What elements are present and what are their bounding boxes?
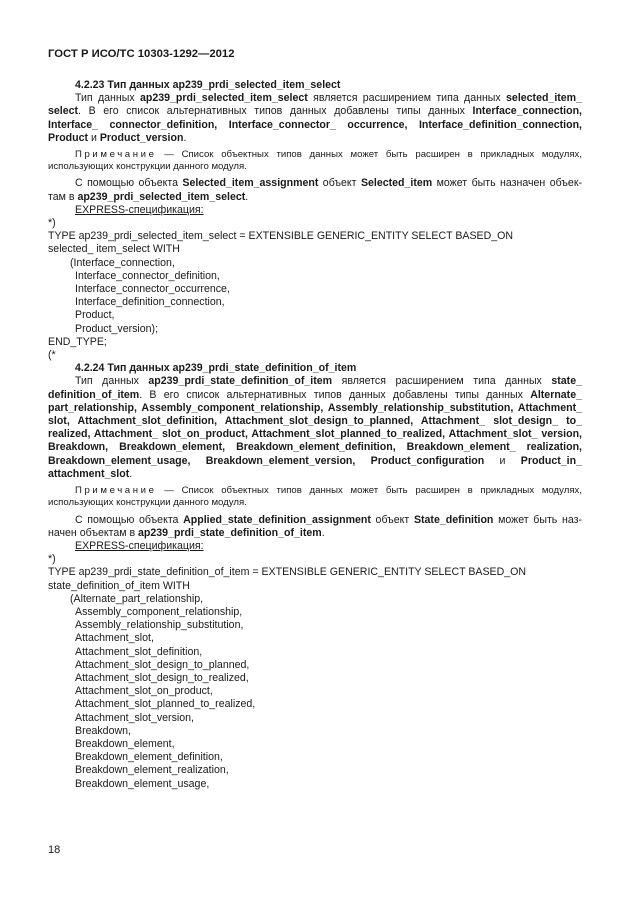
document-body <box>48 79 582 791</box>
note <box>48 485 582 509</box>
code-line: Product_version); <box>75 322 159 335</box>
section-paragraph <box>48 514 582 540</box>
code-line: TYPE ap239_prdi_state_definition_of_item = EXTENSIBLE GENERIC_ENTITY SELECT BASED_ON <box>48 566 527 579</box>
code-line: (* <box>48 349 56 362</box>
type-list: Alternate_ part_relationship, Assembly_component_relationship, Assembly_relationship_substitution, Attachment_ slot, Attachment_slot_definition, Attachment_slot_design_to_planned, Attachment_ slot_design_ to_ realized, Attachment_ slot_on_product, Attachment_slot_planned_to_realized, Attachment_slot_ version, Breakdown, Breakdown_element, Breakdown_element_definition, Breakdown_element_ realization, Breakdown_element_usage, Breakdown_element_version, Product_configuration <box>48 388 582 467</box>
note-text: — Список объектных типов данных может быть расширен в прикладных модулях, использующих конструкции данного модуля. <box>48 149 582 173</box>
entity-name: Selected_item <box>360 177 433 190</box>
code-line: Breakdown_element, <box>75 737 175 750</box>
text-run: . <box>183 131 187 144</box>
code-line: state_definition_of_item WITH <box>48 579 190 592</box>
section-heading-4-2-24: 4.2.24 Тип данных ap239_prdi_state_definition_of_item <box>75 362 357 375</box>
code-line: Assembly_relationship_substitution, <box>75 619 244 632</box>
note-text: — Список объектных типов данных может быть расширен в прикладных модулях, использующих конструкции данного модуля. <box>48 485 582 509</box>
text-run: . <box>245 190 249 203</box>
text-run: и <box>484 454 521 467</box>
text-run: . <box>321 526 325 539</box>
code-line: *) <box>48 217 56 230</box>
note-label: Примечание <box>75 149 157 161</box>
code-line: Interface_connector_occurrence, <box>75 283 230 296</box>
code-line: Attachment_slot_on_product, <box>75 685 213 698</box>
code-line: Product, <box>75 309 115 322</box>
text-run: Тип данных <box>75 92 140 105</box>
code-line: Interface_connector_definition, <box>75 269 220 282</box>
code-line: Breakdown, <box>75 724 131 737</box>
section-paragraph <box>48 177 582 203</box>
code-line: Attachment_slot_version, <box>75 711 194 724</box>
section-paragraph <box>48 375 582 481</box>
text-run: . В его список альтернативных типов данных добавлены типы данных <box>78 105 473 118</box>
entity-name: Selected_item_assignment <box>182 177 319 190</box>
code-line: Assembly_component_relationship, <box>75 605 243 618</box>
type-name: Product_version <box>99 131 184 144</box>
code-line: END_TYPE; <box>48 335 107 348</box>
code-line: TYPE ap239_prdi_selected_item_select = EXTENSIBLE GENERIC_ENTITY SELECT BASED_ON <box>48 230 514 243</box>
code-line: selected_ item_select WITH <box>48 243 180 256</box>
text-run: объект <box>318 177 361 190</box>
code-line: Breakdown_element_realization, <box>75 764 229 777</box>
type-name: Product_in_ attachment_slot <box>48 454 582 480</box>
type-name: state_ definition_of_item <box>48 375 582 401</box>
code-line: Attachment_slot_definition, <box>75 645 203 658</box>
code-line: Attachment_slot_design_to_realized, <box>75 671 249 684</box>
code-line: Breakdown_element_usage, <box>75 777 210 790</box>
code-line: Breakdown_element_definition, <box>75 751 223 764</box>
entity-name: Applied_state_definition_assignment <box>183 513 371 526</box>
entity-name: State_definition <box>413 513 494 526</box>
text-run: может быть наз-начен объектам в <box>48 513 582 539</box>
type-name: ap239_prdi_state_definition_of_item <box>138 526 322 539</box>
text-run: и <box>88 131 100 144</box>
code-line: Attachment_slot_design_to_planned, <box>75 658 250 671</box>
code-line: Interface_definition_connection, <box>75 296 225 309</box>
document-header: ГОСТ Р ИСО/ТС 10303-1292—2012 <box>48 48 235 60</box>
text-run: может быть назначен объек-там в <box>48 177 582 203</box>
note-label: Примечание <box>75 485 157 497</box>
express-code-block <box>48 553 582 791</box>
type-name: ap239_prdi_state_definition_of_item <box>148 375 333 388</box>
text-run: . В его список альтернативных типов данных добавлены типы данных <box>139 388 531 401</box>
text-run: . <box>129 467 133 480</box>
type-name: ap239_prdi_selected_item_select <box>77 190 246 203</box>
text-run: является расширением типа данных <box>307 92 507 105</box>
type-name: selected_item_ select <box>48 92 582 118</box>
note <box>48 149 582 173</box>
section-heading-4-2-23: 4.2.23 Тип данных ap239_prdi_selected_item_select <box>75 79 341 91</box>
text-run: С помощью объекта <box>75 177 183 190</box>
code-line: *) <box>48 553 56 566</box>
text-run: С помощью объекта <box>75 513 184 526</box>
text-run: Тип данных <box>75 375 149 388</box>
code-line: Attachment_slot, <box>75 632 154 645</box>
page-number: 18 <box>48 844 61 856</box>
code-line: (Alternate_part_relationship, <box>70 592 204 605</box>
express-spec-label: EXPRESS-спецификация: <box>75 203 204 216</box>
express-code-block <box>48 217 582 362</box>
code-line: Attachment_slot_planned_to_realized, <box>75 698 256 711</box>
code-line: (Interface_connection, <box>70 256 175 269</box>
type-list: Interface_connection, Interface_ connector_definition, Interface_connector_ occurrence, Interface_definition_connection, Product <box>48 105 582 144</box>
section-paragraph <box>48 92 582 145</box>
text-run: объект <box>370 513 414 526</box>
text-run: является расширением типа данных <box>332 375 552 388</box>
type-name: ap239_prdi_selected_item_select <box>139 92 308 105</box>
express-spec-label: EXPRESS-спецификация: <box>75 539 204 552</box>
